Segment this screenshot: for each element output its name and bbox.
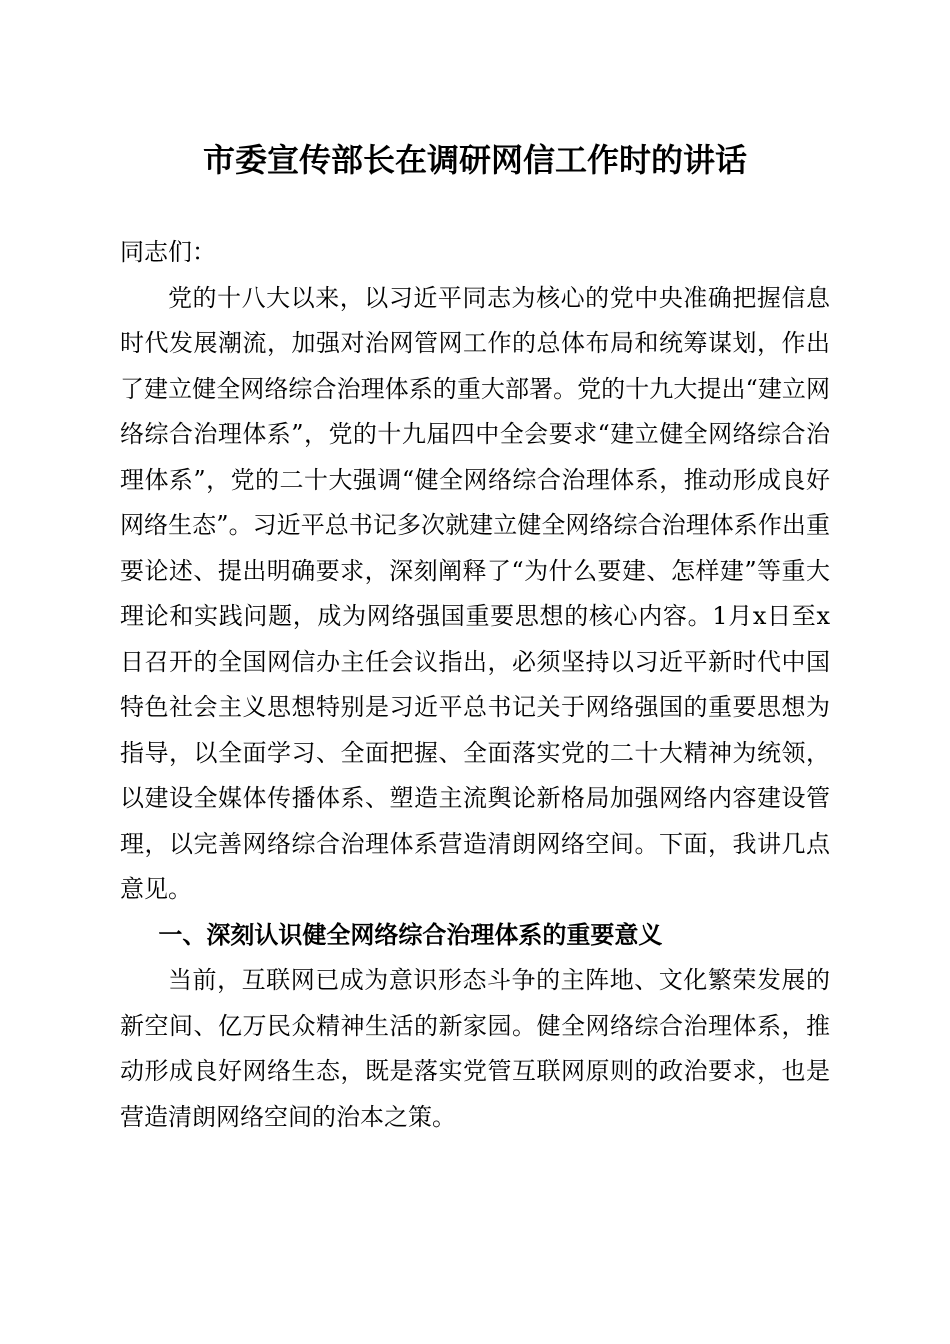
paragraph-section-1: 当前，互联网已成为意识形态斗争的主阵地、文化繁荣发展的新空间、亿万民众精神生活的新家园。健全网络综合治理体系，推动形成良好网络生态，既是落实党管互联网原则的政治要求，也是营造清朗网络空间的治本之策。 (120, 966, 830, 1131)
document-body (120, 230, 830, 1140)
section-heading: 一、深刻认识健全网络综合治理体系的重要意义 (158, 920, 663, 949)
document-title: 市委宣传部长在调研网信工作时的讲话 (202, 141, 747, 179)
salutation: 同志们： (120, 238, 216, 266)
paragraph-intro: 党的十八大以来，以习近平同志为核心的党中央准确把握信息时代发展潮流，加强对治网管网工作的总体布局和统筹谋划，作出了建立健全网络综合治理体系的重大部署。党的十九大提出“建立网络综合治理体系”，党的十九届四中全会要求“建立健全网络综合治理体系”，党的二十大强调“健全网络综合治理体系，推动形成良好网络生态”。习近平总书记多次就建立健全网络综合治理体系作出重要论述、提出明确要求，深刻阐释了“为什么要建、怎样建”等重大理论和实践问题，成为网络强国重要思想的核心内容。1月x日至x日召开的全国网信办主任会议指出，必须坚持以习近平新时代中国特色社会主义思想特别是习近平总书记关于网络强国的重要思想为指导，以全面学习、全面把握、全面落实党的二十大精神为统领，以建设全媒体传播体系、塑造主流舆论新格局加强网络内容建设管理，以完善网络综合治理体系营造清朗网络空间。下面，我讲几点意见。 (120, 283, 830, 903)
